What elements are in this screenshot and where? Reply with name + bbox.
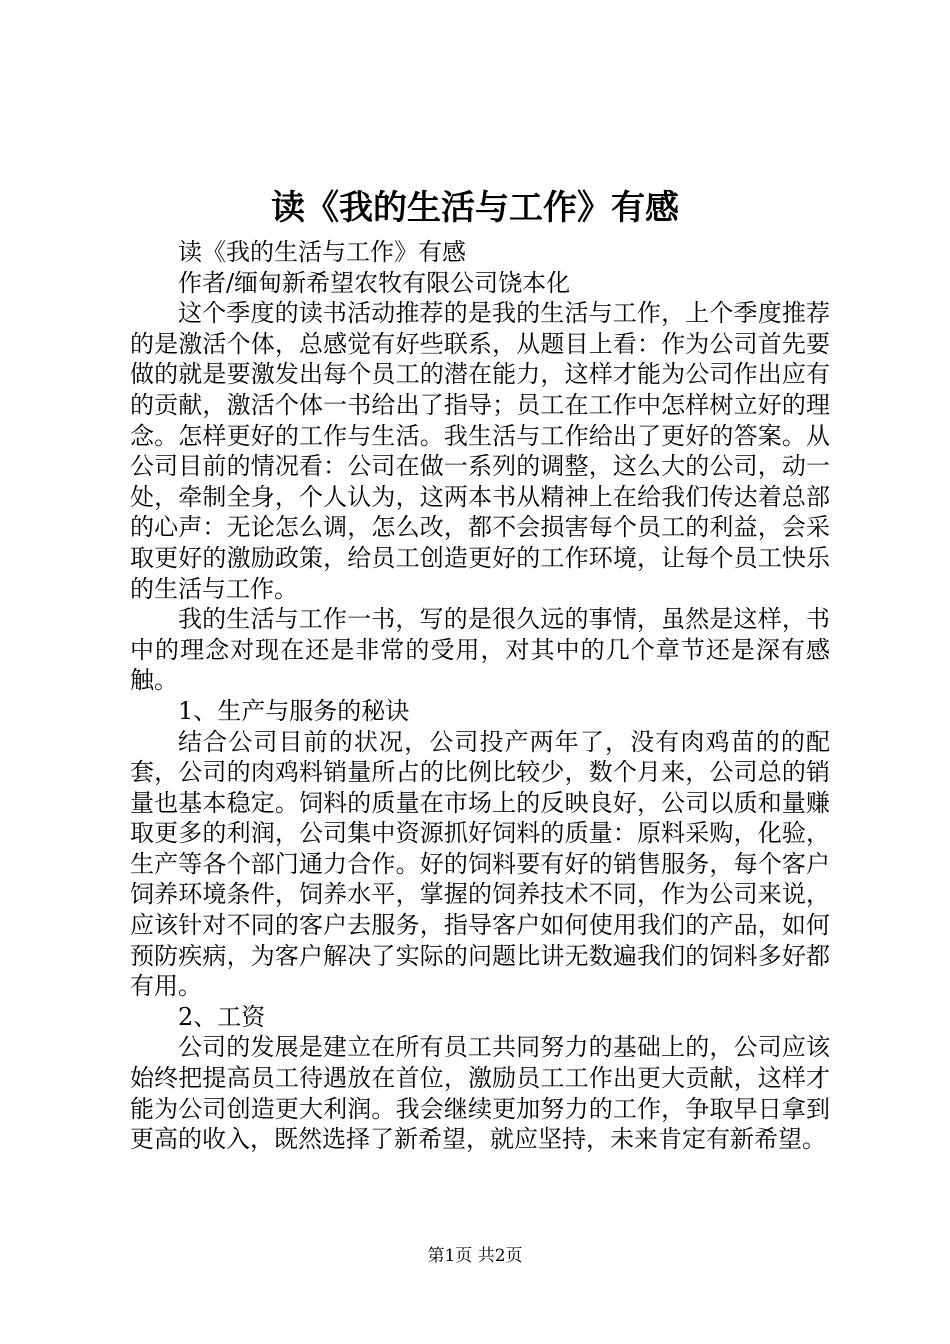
page-number-footer: 第1页 共2页 <box>427 1246 523 1266</box>
body-paragraph: 结合公司目前的状况，公司投产两年了，没有肉鸡苗的的配套，公司的肉鸡料销量所占的比例比较少，数个月来，公司总的销量也基本稳定。饲料的质量在市场上的反映良好，公司以质和量赚取更多的利润，公司集中资源抓好饲料的质量：原料采购，化验，生产等各个部门通力合作。好的饲料要有好的销售服务，每个客户饲养环境条件，饲养水平，掌握的饲养技术不同，作为公司来说，应该针对不同的客户去服务，指导客户如何使用我们的产品，如何预防疾病，为客户解决了实际的问题比讲无数遍我们的饲料多好都有用。 <box>130 727 830 1001</box>
section-heading: 2、工资 <box>178 1002 266 1031</box>
section-heading: 1、生产与服务的秘诀 <box>178 696 410 725</box>
body-paragraph: 这个季度的读书活动推荐的是我的生活与工作，上个季度推荐的是激活个体，总感觉有好些联系，从题目上看：作为公司首先要做的就是要激发出每个员工的潜在能力，这样才能为公司作出应有的贡献，激活个体一书给出了指导；员工在工作中怎样树立好的理念。怎样更好的工作与生活。我生活与工作给出了更好的答案。从公司目前的情况看：公司在做一系列的调整，这么大的公司，动一处，牵制全身，个人认为，这两本书从精神上在给我们传达着总部的心声：无论怎么调，怎么改，都不会损害每个员工的利益，会采取更好的激励政策，给员工创造更好的工作环境，让每个员工快乐的生活与工作。 <box>130 299 830 603</box>
subtitle-line: 读《我的生活与工作》有感 <box>178 238 466 266</box>
document-title: 读《我的生活与工作》有感 <box>271 188 679 228</box>
body-paragraph: 我的生活与工作一书，写的是很久远的事情，虽然是这样，书中的理念对现在还是非常的受用，对其中的几个章节还是深有感触。 <box>130 605 830 695</box>
author-line: 作者/缅甸新希望农牧有限公司饶本化 <box>178 268 571 297</box>
body-paragraph: 公司的发展是建立在所有员工共同努力的基础上的，公司应该始终把提高员工待遇放在首位，激励员工工作出更大贡献，这样才能为公司创造更大利润。我会继续更加努力的工作，争取早日拿到更高的收入，既然选择了新希望，就应坚持，未来肯定有新希望。 <box>130 1033 830 1154</box>
document-body <box>130 237 830 1155</box>
